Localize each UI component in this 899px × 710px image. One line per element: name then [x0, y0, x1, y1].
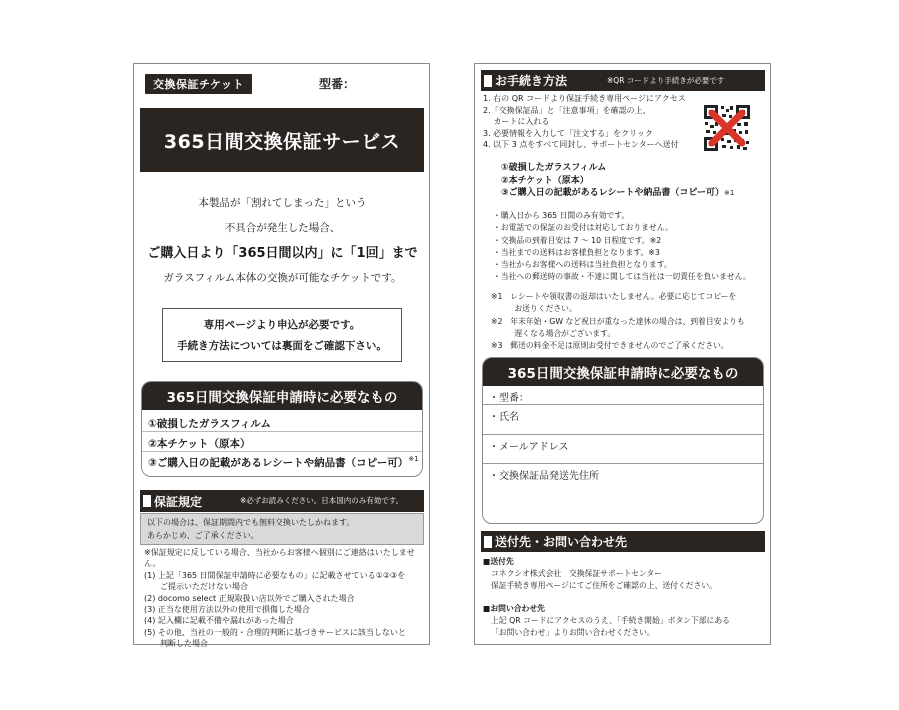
- notice-line-2: 手続き方法については裏面をご確認下さい。: [177, 340, 387, 352]
- requirements-title: 365日間交換保証申請時に必要なもの: [142, 382, 422, 410]
- footnote-line: ※3 郵送の料金不足は原則お受付できませんのでご了承ください。: [491, 341, 729, 351]
- form-field-name: ・氏名: [489, 412, 519, 423]
- procedure-footnotes: [491, 291, 766, 352]
- notice-box: [162, 308, 402, 362]
- step-line: 3. 必要情報を入力して「注文する」をクリック: [483, 128, 653, 138]
- intro-line-4: ガラスフィルム本体の交換が可能なチケットです。: [163, 272, 402, 284]
- bullet-line: ・お電話での保証のお受付は対応しておりません。: [493, 223, 673, 233]
- procedure-steps: [483, 93, 698, 151]
- procedure-note: ※QR コードより手続きが必要です: [607, 76, 725, 85]
- exclusion-line: (1) 上記「365 日間保証申請時に必要なもの」に記載させている①②③を: [144, 570, 406, 580]
- procedure-item-3: [501, 187, 734, 200]
- model-label: 型番：: [319, 77, 356, 91]
- spacer: [483, 591, 765, 603]
- footnote-line: ※2 年末年始・GW など祝日が重なった達休の場合は、到着目安よりも: [491, 316, 745, 326]
- ticket-tag: 交換保証チケット: [145, 74, 252, 94]
- procedure-header: [481, 70, 765, 91]
- bullet-line: ・当社までの送料はお客様負担となります。※3: [493, 247, 660, 257]
- exclusion-line: (3) 正当な使用方法以外の使用で損傷した場合: [144, 605, 310, 615]
- bullet-line: ・購入日から 365 日間のみ有効です。: [493, 211, 630, 220]
- exclusion-line: (5) その他、当社の一般的・合理的判断に基づきサービスに該当しないと: [144, 627, 406, 637]
- banner-title: 365日間交換保証サービス: [140, 108, 424, 172]
- send-line: コネクシオ株式会社 交換保証サポートセンター: [491, 568, 662, 578]
- qr-code-icon[interactable]: [703, 104, 751, 152]
- requirement-item-3-text: ③ご購入日の記載があるレシートや納品書（コピー可）: [148, 457, 409, 469]
- form-field-email: ・メールアドレス: [489, 442, 569, 453]
- intro-line-3: ご購入日より「365日間以内」に「1回」まで: [147, 246, 418, 261]
- warranty-note: ※必ずお読みください。日本国内のみ有効です。: [240, 496, 404, 505]
- procedure-bullets: [493, 210, 768, 284]
- footnote-mark: ※1: [408, 455, 419, 463]
- contact-header: [481, 531, 765, 552]
- send-label: ■送付先: [483, 557, 514, 566]
- form-field-model: ・型番：: [489, 393, 529, 404]
- intro-line-2: 不具合が発生した場合、: [224, 222, 341, 234]
- requirement-item-3: [148, 455, 419, 470]
- divider: [142, 431, 422, 432]
- bullet-line: ・交換品の到着目安は 7 ～ 10 日程度です。※2: [493, 235, 662, 245]
- footnote-line: お送りください。: [491, 304, 577, 314]
- procedure-items: [501, 162, 734, 200]
- bullet-line: ・当社からお客様への送料は当社負担となります。: [493, 260, 672, 270]
- procedure-item-2: ②本チケット（原本）: [501, 175, 589, 186]
- notice-line-1: 専用ページより申込が必要です。: [203, 319, 361, 331]
- footnote-line: 遅くなる場合がございます。: [491, 328, 616, 338]
- warranty-gray-line-1: 以下の場合は、保証期間内でも無料交換いたしかねます。: [147, 518, 355, 527]
- ticket-front-card: [133, 63, 430, 649]
- bullet-line: ・当社への郵送時の事故・不達に関しては当社は一切責任を負いません。: [493, 272, 751, 282]
- divider: [142, 451, 422, 452]
- step-line: カートに入れる: [483, 117, 550, 127]
- procedure-item-3-text: ③ご購入日の記載があるレシートや納品書（コピー可）: [501, 188, 725, 198]
- inquiry-line: 上記 QR コードにアクセスのうえ、「手続き開始」ボタン下部にある: [491, 616, 730, 626]
- step-line: 4. 以下 3 点をすべて同封し、サポートセンターへ送付: [483, 140, 679, 150]
- send-line: 保証手続き専用ページにてご住所をご確認の上、送付ください。: [491, 580, 717, 590]
- inquiry-line: 「お問い合わせ」よりお問い合わせください。: [491, 627, 655, 637]
- divider: [483, 463, 763, 464]
- exclusion-line: (2) docomo select 正規取扱い店以外でご購入された場合: [144, 593, 355, 603]
- square-bullet-icon: [484, 75, 492, 87]
- procedure-title: お手続き方法: [495, 74, 568, 88]
- contact-title: 送付先・お問い合わせ先: [495, 535, 628, 549]
- warranty-gray-line-2: あらかじめ、ご了承ください。: [147, 531, 259, 540]
- exclusion-line: (4) 記入欄に記載不備や漏れがあった場合: [144, 616, 294, 626]
- warranty-title: 保証規定: [154, 494, 203, 509]
- requirement-item-2: ②本チケット（原本）: [148, 438, 251, 450]
- application-form-box: [482, 357, 764, 524]
- form-title: 365日間交換保証申請時に必要なもの: [483, 358, 763, 386]
- square-bullet-icon: [143, 495, 151, 507]
- warranty-gray-box: [140, 513, 424, 545]
- intro-line-1: 本製品が「割れてしまった」という: [198, 197, 367, 209]
- step-line: 1. 右の QR コードより保証手続き専用ページにアクセス: [483, 94, 686, 103]
- procedure-item-1: ①破損したガラスフィルム: [501, 163, 607, 173]
- divider: [483, 434, 763, 435]
- divider: [483, 404, 763, 405]
- square-bullet-icon: [484, 536, 492, 548]
- inquiry-label: ■お問い合わせ先: [483, 604, 545, 614]
- footnote-mark: ※1: [724, 189, 735, 197]
- exclusion-line: ※保証規定に反している場合、当社からお客様へ個別にご連絡はいたしません。: [144, 548, 415, 569]
- warranty-header: [140, 490, 424, 512]
- requirement-item-1: ①破損したガラスフィルム: [148, 418, 271, 430]
- warranty-exclusions: [144, 547, 424, 650]
- contact-details: [483, 556, 765, 639]
- exclusion-line: ご提示いただけない場合: [144, 582, 248, 592]
- footnote-line: ※1 レシートや領収書の返却はいたしません。必要に応じてコピーを: [491, 292, 737, 301]
- exclusion-line: 判断した場合: [144, 639, 208, 649]
- ticket-back-card: [474, 63, 771, 645]
- requirements-box: [141, 381, 423, 477]
- step-line: 2.「交換保証品」と「注意事項」を確認の上、: [483, 105, 651, 115]
- form-field-address: ・交換保証品発送先住所: [489, 471, 599, 482]
